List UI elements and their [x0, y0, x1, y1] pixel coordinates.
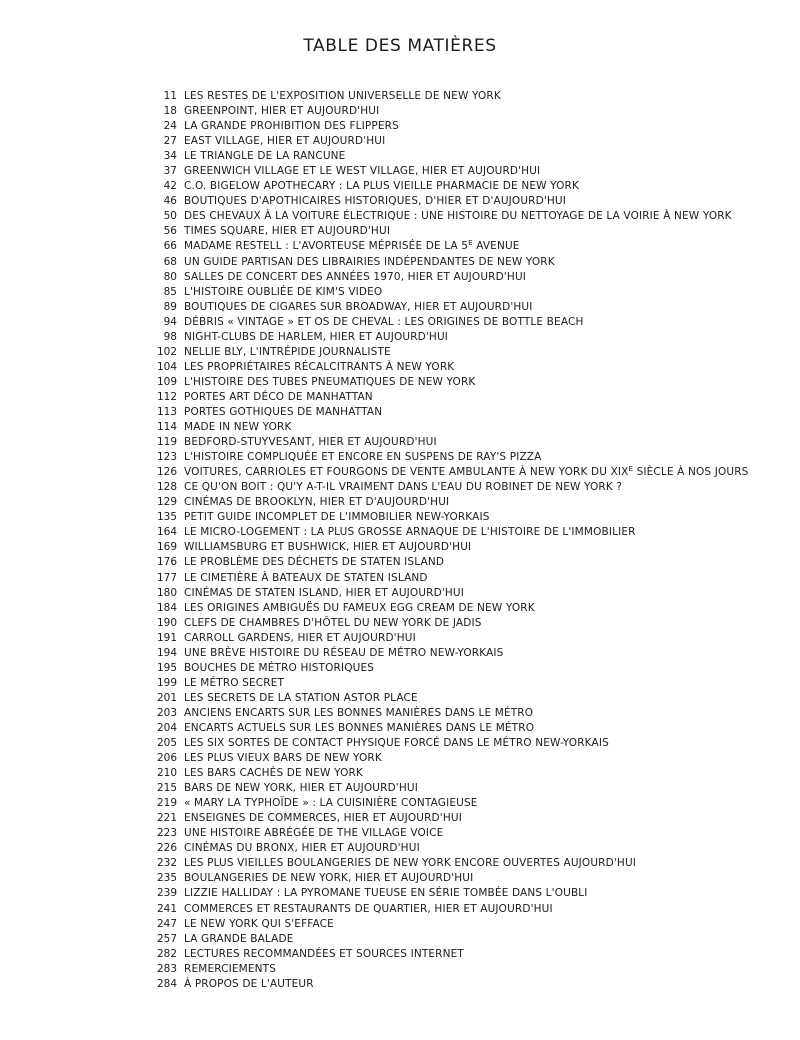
toc-page-number: 247: [156, 917, 177, 930]
toc-page-number: 126: [156, 466, 177, 479]
toc-entry-text: PORTES GOTHIQUES DE MANHATTAN: [184, 405, 383, 418]
toc-entry-title: [184, 736, 609, 751]
toc-entry: [140, 164, 780, 179]
toc-page-number: 37: [163, 165, 177, 178]
toc-entry-text: COMMERCES ET RESTAURANTS DE QUARTIER, HIER ET AUJOURD'HUI: [184, 902, 553, 915]
toc-entry-title: [184, 555, 444, 570]
toc-entry-text: VOITURES, CARRIOLES ET FOURGONS DE VENTE AMBULANTE À NEW YORK DU XIX: [184, 466, 629, 479]
toc-entry: [140, 345, 780, 360]
toc-page-number: 129: [156, 496, 177, 509]
toc-page-number: 206: [156, 752, 177, 765]
toc-page-number: 27: [163, 135, 177, 148]
toc-entry-text: BOUTIQUES DE CIGARES SUR BROADWAY, HIER ET AUJOURD'HUI: [184, 300, 533, 313]
toc-page-number: 42: [163, 180, 177, 193]
toc-entry-text: TIMES SQUARE, HIER ET AUJOURD'HUI: [184, 225, 391, 238]
toc-entry-title: [184, 540, 471, 555]
toc-entry-title: [184, 871, 473, 886]
toc-page-number: 18: [163, 105, 177, 118]
toc-entry: [140, 601, 780, 616]
toc-page-number: 215: [156, 782, 177, 795]
toc-page-number: 24: [163, 120, 177, 133]
toc-entry-title: [184, 616, 482, 631]
toc-entry: [140, 736, 780, 751]
toc-entry-text: DÉBRIS « VINTAGE » ET OS DE CHEVAL : LES ORIGINES DE BOTTLE BEACH: [184, 315, 584, 328]
toc-entry-text: À PROPOS DE L'AUTEUR: [184, 977, 314, 990]
toc-page-number: 205: [156, 737, 177, 750]
toc-entry-text: LECTURES RECOMMANDÉES ET SOURCES INTERNET: [184, 947, 464, 960]
toc-entry: [140, 691, 780, 706]
toc-entry-title: [184, 390, 373, 405]
toc-entry: [140, 555, 780, 570]
toc-page-number: 128: [156, 481, 177, 494]
toc-entry-text: WILLIAMSBURG ET BUSHWICK, HIER ET AUJOURD'HUI: [184, 541, 472, 554]
toc-page-number: 210: [156, 767, 177, 780]
toc-entry: [140, 149, 780, 164]
toc-entry-text: LE CIMETIÈRE À BATEAUX DE STATEN ISLAND: [184, 571, 428, 584]
toc-page-number: 66: [163, 240, 177, 253]
toc-entry: [140, 495, 780, 510]
toc-entry-text: CE QU'ON BOIT : QU'Y A-T-IL VRAIMENT DANS L'EAU DU ROBINET DE NEW YORK ?: [184, 481, 623, 494]
toc-entry-title: [184, 886, 588, 901]
toc-page-number: 284: [156, 977, 177, 990]
toc-entry-text: L'HISTOIRE DES TUBES PNEUMATIQUES DE NEW YORK: [184, 375, 476, 388]
toc-entry-title: [184, 510, 490, 525]
toc-entry-title: [184, 751, 382, 766]
toc-entry-text: BEDFORD-STUYVESANT, HIER ET AUJOURD'HUI: [184, 436, 437, 449]
toc-entry: [140, 300, 780, 315]
toc-entry-text-continued: AVENUE: [472, 240, 520, 253]
toc-entry: [140, 375, 780, 390]
toc-entry: [140, 811, 780, 826]
toc-entry-text: CINÉMAS DU BRONX, HIER ET AUJOURD'HUI: [184, 842, 420, 855]
toc-page-number: 104: [156, 360, 177, 373]
toc-page-number: 257: [156, 932, 177, 945]
toc-page-number: 119: [156, 436, 177, 449]
toc-entry: [140, 856, 780, 871]
ordinal-superscript: E: [468, 239, 473, 248]
toc-entry: [140, 796, 780, 811]
toc-entry-text: CARROLL GARDENS, HIER ET AUJOURD'HUI: [184, 631, 416, 644]
toc-page-number: 89: [163, 300, 177, 313]
toc-entry: [140, 676, 780, 691]
toc-entry-title: [184, 164, 540, 179]
toc-entry: [140, 420, 780, 435]
toc-entry: [140, 134, 780, 149]
toc-entry: [140, 104, 780, 119]
toc-page-number: 184: [156, 601, 177, 614]
page-title: TABLE DES MATIÈRES: [303, 36, 497, 56]
toc-entry-text: ENCARTS ACTUELS SUR LES BONNES MANIÈRES DANS LE MÉTRO: [184, 721, 535, 734]
toc-entry-title: [184, 194, 566, 209]
toc-entry-title: [184, 661, 374, 676]
toc-entry: [140, 435, 780, 450]
toc-page-number: 176: [156, 556, 177, 569]
toc-entry-title: [184, 345, 391, 360]
toc-entry: [140, 571, 780, 586]
toc-entry-text: NIGHT-CLUBS DE HARLEM, HIER ET AUJOURD'HUI: [184, 330, 449, 343]
toc-entry-text: LE NEW YORK QUI S'EFFACE: [184, 917, 334, 930]
toc-entry-text: DES CHEVAUX À LA VOITURE ÉLECTRIQUE : UNE HISTOIRE DU NETTOYAGE DE LA VOIRIE À NEW YORK: [184, 210, 732, 223]
toc-entry-title: [184, 721, 534, 736]
toc-entry-text: GREENWICH VILLAGE ET LE WEST VILLAGE, HIER ET AUJOURD'HUI: [184, 165, 541, 178]
toc-page-number: 68: [163, 255, 177, 268]
toc-entry-text: NELLIE BLY, L'INTRÉPIDE JOURNALISTE: [184, 345, 391, 358]
toc-page-number: 50: [163, 210, 177, 223]
toc-page-number: 241: [156, 902, 177, 915]
toc-entry: [140, 315, 780, 330]
toc-entry-text: ENSEIGNES DE COMMERCES, HIER ET AUJOURD'HUI: [184, 812, 462, 825]
toc-entry-title: [184, 224, 390, 239]
toc-entry-title: [184, 766, 363, 781]
toc-entry: [140, 224, 780, 239]
toc-page-number: 109: [156, 375, 177, 388]
toc-entry-text: LES PLUS VIEILLES BOULANGERIES DE NEW YORK ENCORE OUVERTES AUJOURD'HUI: [184, 857, 637, 870]
toc-page-number: 239: [156, 887, 177, 900]
toc-page-number: 56: [163, 225, 177, 238]
toc-page-number: 282: [156, 947, 177, 960]
toc-entry: [140, 766, 780, 781]
toc-entry-text: UN GUIDE PARTISAN DES LIBRAIRIES INDÉPENDANTES DE NEW YORK: [184, 255, 555, 268]
toc-page-number: 169: [156, 541, 177, 554]
toc-page-number: 219: [156, 797, 177, 810]
toc-entry: [140, 270, 780, 285]
toc-page-number: 226: [156, 842, 177, 855]
toc-entry: [140, 706, 780, 721]
toc-page-number: 46: [163, 195, 177, 208]
toc-entry-title: [184, 285, 382, 300]
toc-page-number: 85: [163, 285, 177, 298]
toc-entry: [140, 962, 780, 977]
toc-entry-text: L'HISTOIRE COMPLIQUÉE ET ENCORE EN SUSPENS DE RAY'S PIZZA: [184, 451, 542, 464]
toc-page-number: 11: [163, 90, 177, 102]
toc-entry-title: [184, 902, 553, 917]
toc-entry: [140, 525, 780, 540]
toc-entry-title: [184, 435, 437, 450]
toc-page-number: 34: [163, 150, 177, 163]
toc-entry-text: « MARY LA TYPHOÏDE » : LA CUISINIÈRE CONTAGIEUSE: [184, 797, 478, 810]
toc-entry-title: [184, 962, 276, 977]
toc-entry-text: PORTES ART DÉCO DE MANHATTAN: [184, 390, 373, 403]
toc-page-number: 283: [156, 962, 177, 975]
toc-entry: [140, 616, 780, 631]
toc-entry: [140, 841, 780, 856]
toc-entry-title: [184, 977, 314, 992]
toc-entry-title: [184, 646, 504, 661]
toc-entry: [140, 781, 780, 796]
toc-entry: [140, 239, 780, 254]
toc-page-number: 221: [156, 812, 177, 825]
toc-entry-text: LA GRANDE PROHIBITION DES FLIPPERS: [184, 120, 399, 133]
toc-entry-title: [184, 525, 636, 540]
toc-entry-text: C.O. BIGELOW APOTHECARY : LA PLUS VIEILLE PHARMACIE DE NEW YORK: [184, 180, 580, 193]
toc-entry-text: LES ORIGINES AMBIGUËS DU FAMEUX EGG CREAM DE NEW YORK: [184, 601, 535, 614]
toc-entry-text: LA GRANDE BALADE: [184, 932, 294, 945]
toc-entry-title: [184, 255, 555, 270]
toc-page-number: 232: [156, 857, 177, 870]
toc-entry-title: [184, 450, 541, 465]
toc-entry-title: [184, 932, 294, 947]
toc-entry: [140, 330, 780, 345]
toc-entry-text: LE MÉTRO SECRET: [184, 676, 285, 689]
toc-entry: [140, 360, 780, 375]
toc-page-number: 102: [156, 345, 177, 358]
toc-entry: [140, 661, 780, 676]
toc-entry-text: SALLES DE CONCERT DES ANNÉES 1970, HIER ET AUJOURD'HUI: [184, 270, 527, 283]
toc-entry-title: [184, 405, 382, 420]
toc-entry-text: BOUTIQUES D'APOTHICAIRES HISTORIQUES, D'HIER ET D'AUJOURD'HUI: [184, 195, 567, 208]
toc-entry-title: [184, 239, 520, 254]
toc-entry-text: PETIT GUIDE INCOMPLET DE L'IMMOBILIER NEW-YORKAIS: [184, 511, 490, 524]
toc-entry-title: [184, 917, 334, 932]
toc-entry-title: [184, 495, 449, 510]
toc-page-number: 114: [156, 421, 177, 434]
toc-entry-title: [184, 676, 284, 691]
toc-entry: [140, 751, 780, 766]
toc-page-number: 194: [156, 646, 177, 659]
toc-entry-title: [184, 300, 533, 315]
toc-entry-title: [184, 315, 584, 330]
toc-entry-text: LES PLUS VIEUX BARS DE NEW YORK: [184, 752, 382, 765]
toc-entry-text: LE TRIANGLE DE LA RANCUNE: [184, 150, 346, 163]
toc-entry-title: [184, 811, 462, 826]
toc-page-number: 199: [156, 676, 177, 689]
toc-entry-title: [184, 841, 420, 856]
toc-entry-text: CINÉMAS DE STATEN ISLAND, HIER ET AUJOURD'HUI: [184, 586, 464, 599]
toc-entry-title: [184, 781, 418, 796]
toc-entry: [140, 826, 780, 841]
toc-entry-text: LES BARS CACHÉS DE NEW YORK: [184, 767, 363, 780]
toc-entry-title: [184, 360, 454, 375]
toc-entry-title: [184, 420, 291, 435]
toc-entry: [140, 902, 780, 917]
toc-entry-text: REMERCIEMENTS: [184, 962, 277, 975]
toc-entry: [140, 209, 780, 224]
toc-entry-text: LES SECRETS DE LA STATION ASTOR PLACE: [184, 691, 418, 704]
toc-page-number: 94: [163, 315, 177, 328]
toc-page-number: 123: [156, 451, 177, 464]
toc-entry-text: LE MICRO-LOGEMENT : LA PLUS GROSSE ARNAQUE DE L'HISTOIRE DE L'IMMOBILIER: [184, 526, 636, 539]
toc-page-number: 204: [156, 721, 177, 734]
toc-page-number: 235: [156, 872, 177, 885]
toc-entry: [140, 89, 780, 104]
toc-entry: [140, 255, 780, 270]
toc-entry: [140, 886, 780, 901]
toc-entry-text: LES SIX SORTES DE CONTACT PHYSIQUE FORCÉ DANS LE MÉTRO NEW-YORKAIS: [184, 737, 609, 750]
toc-entry-title: [184, 601, 535, 616]
ordinal-superscript: E: [628, 465, 634, 474]
toc-entry-text: MADAME RESTELL : L'AVORTEUSE MÉPRISÉE DE LA 5: [184, 240, 469, 253]
toc-entry-title: [184, 706, 533, 721]
toc-page-number: 98: [163, 330, 177, 343]
toc-page-number: 190: [156, 616, 177, 629]
toc-entry: [140, 977, 780, 992]
toc-entry: [140, 721, 780, 736]
toc-entry: [140, 285, 780, 300]
toc-entry-text: UNE HISTOIRE ABRÉGÉE DE THE VILLAGE VOICE: [184, 827, 444, 840]
toc-page-number: 223: [156, 827, 177, 840]
toc-entry: [140, 947, 780, 962]
toc-page-number: 112: [156, 390, 177, 403]
toc-entry-text: BARS DE NEW YORK, HIER ET AUJOURD'HUI: [184, 782, 418, 795]
toc-entry: [140, 932, 780, 947]
table-of-contents: [140, 89, 780, 992]
toc-entry: [140, 480, 780, 495]
toc-page-number: 135: [156, 511, 177, 524]
toc-entry: [140, 917, 780, 932]
toc-entry-text: UNE BRÈVE HISTOIRE DU RÉSEAU DE MÉTRO NEW-YORKAIS: [184, 646, 504, 659]
toc-page-number: 201: [156, 691, 177, 704]
toc-entry: [140, 510, 780, 525]
toc-entry-text: MADE IN NEW YORK: [184, 421, 292, 434]
toc-entry-text: LES RESTES DE L'EXPOSITION UNIVERSELLE DE NEW YORK: [184, 90, 501, 102]
toc-entry-title: [184, 270, 526, 285]
toc-entry-title: [184, 89, 501, 104]
toc-entry-text: LIZZIE HALLIDAY : LA PYROMANE TUEUSE EN SÉRIE TOMBÉE DANS L'OUBLI: [184, 887, 588, 900]
toc-entry-title: [184, 134, 385, 149]
toc-entry: [140, 646, 780, 661]
toc-page-number: 191: [156, 631, 177, 644]
toc-page-number: 80: [163, 270, 177, 283]
toc-entry: [140, 179, 780, 194]
toc-entry-title: [184, 631, 416, 646]
toc-entry: [140, 405, 780, 420]
toc-entry-text: LE PROBLÈME DES DÉCHETS DE STATEN ISLAND: [184, 556, 445, 569]
toc-entry-title: [184, 179, 579, 194]
toc-page-number: 195: [156, 661, 177, 674]
toc-page-number: 164: [156, 526, 177, 539]
toc-entry-title: [184, 691, 418, 706]
toc-entry: [140, 390, 780, 405]
toc-page-number: 177: [156, 571, 177, 584]
toc-entry: [140, 871, 780, 886]
toc-entry: [140, 586, 780, 601]
toc-entry-text: LES PROPRIÉTAIRES RÉCALCITRANTS À NEW YORK: [184, 360, 455, 373]
toc-entry: [140, 631, 780, 646]
toc-entry-title: [184, 149, 345, 164]
toc-entry-text: BOULANGERIES DE NEW YORK, HIER ET AUJOURD'HUI: [184, 872, 474, 885]
toc-entry-title: [184, 119, 399, 134]
toc-entry-title: [184, 796, 478, 811]
toc-entry-text: GREENPOINT, HIER ET AUJOURD'HUI: [184, 105, 380, 118]
toc-entry-text: L'HISTOIRE OUBLIÉE DE KIM'S VIDEO: [184, 285, 383, 298]
toc-entry: [140, 540, 780, 555]
toc-entry-title: [184, 209, 732, 224]
toc-entry: [140, 465, 780, 480]
toc-entry-text-continued: SIÈCLE À NOS JOURS: [633, 466, 749, 479]
toc-entry-title: [184, 465, 748, 480]
toc-entry: [140, 194, 780, 209]
toc-entry-text: EAST VILLAGE, HIER ET AUJOURD'HUI: [184, 135, 386, 148]
toc-entry-title: [184, 480, 622, 495]
toc-entry-title: [184, 375, 475, 390]
toc-page-number: 113: [156, 405, 177, 418]
toc-entry-title: [184, 856, 636, 871]
toc-entry-title: [184, 947, 464, 962]
toc-page-number: 203: [156, 706, 177, 719]
toc-entry: [140, 119, 780, 134]
toc-entry-title: [184, 826, 443, 841]
toc-entry-title: [184, 104, 379, 119]
toc-entry: [140, 450, 780, 465]
toc-entry-text: ANCIENS ENCARTS SUR LES BONNES MANIÈRES DANS LE MÉTRO: [184, 706, 534, 719]
toc-entry-title: [184, 586, 464, 601]
toc-entry-title: [184, 330, 448, 345]
toc-page-number: 180: [156, 586, 177, 599]
toc-entry-title: [184, 571, 428, 586]
toc-entry-text: CINÉMAS DE BROOKLYN, HIER ET D'AUJOURD'HUI: [184, 496, 450, 509]
toc-entry-text: CLEFS DE CHAMBRES D'HÔTEL DU NEW YORK DE JADIS: [184, 616, 482, 629]
toc-entry-text: BOUCHES DE MÉTRO HISTORIQUES: [184, 661, 375, 674]
